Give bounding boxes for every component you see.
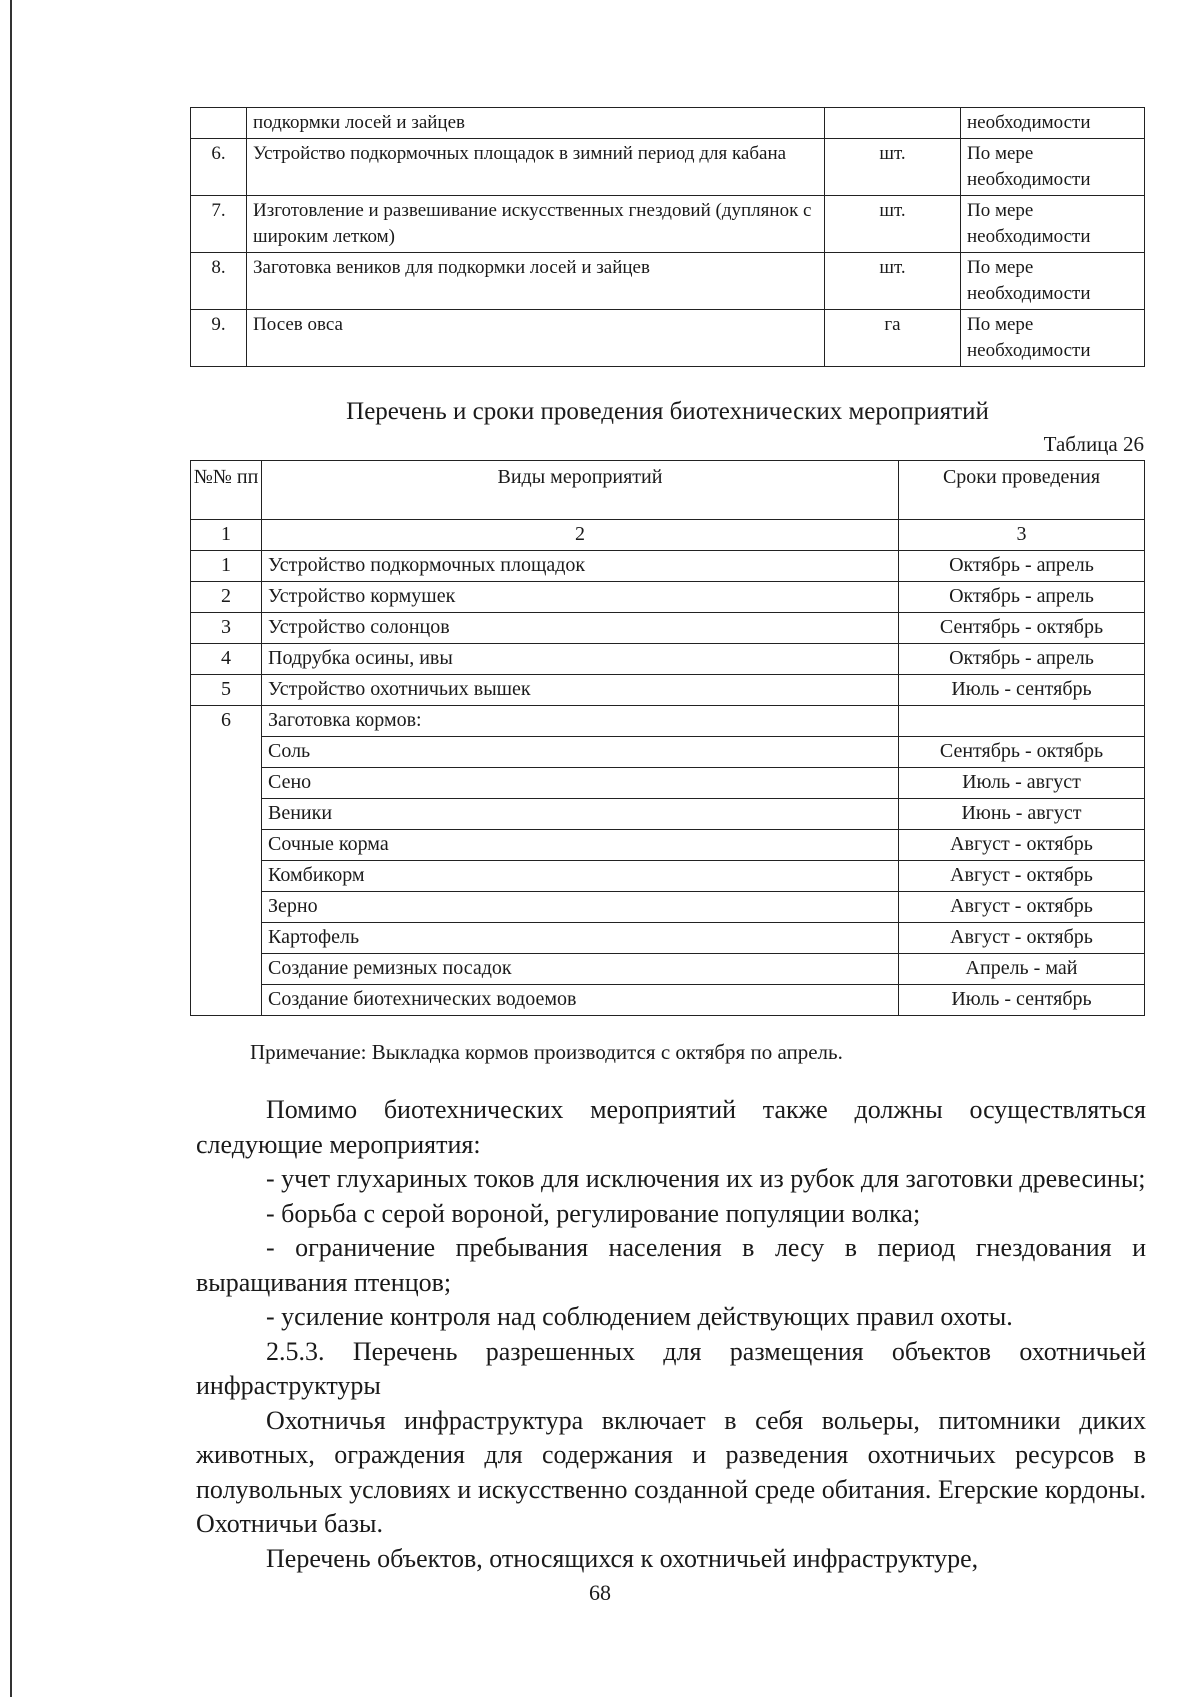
row-timing: Октябрь - апрель xyxy=(899,582,1145,613)
table-row xyxy=(191,139,1145,196)
row-number: 5 xyxy=(191,675,262,706)
row-number xyxy=(191,108,247,139)
table-row xyxy=(191,310,1145,367)
table-row xyxy=(191,551,1145,582)
row-timing xyxy=(899,706,1145,737)
row-timing: Август - октябрь xyxy=(899,892,1145,923)
table-row xyxy=(191,108,1145,139)
group-title: Заготовка кормов: xyxy=(262,706,899,737)
row-timing: Август - октябрь xyxy=(899,923,1145,954)
row-timing: Сентябрь - октябрь xyxy=(899,613,1145,644)
column-index-row xyxy=(191,520,1145,551)
row-description: подкормки лосей и зайцев xyxy=(247,108,825,139)
row-activity: Устройство охотничьих вышек xyxy=(262,675,899,706)
row-unit: шт. xyxy=(825,253,961,310)
row-timing: По мере необходимости xyxy=(961,139,1145,196)
paragraph: Перечень объектов, относящихся к охотничьей инфраструктуре, xyxy=(266,1543,979,1573)
row-activity: Комбикорм xyxy=(262,861,899,892)
row-description: Изготовление и развешивание искусственных гнездовий (дуплянок с широким летком) xyxy=(247,196,825,253)
row-description: Устройство подкормочных площадок в зимний период для кабана xyxy=(247,139,825,196)
page-number: 68 xyxy=(589,1580,611,1605)
row-timing: По мере необходимости xyxy=(961,253,1145,310)
row-activity: Создание ремизных посадок xyxy=(262,954,899,985)
row-timing: Июнь - август xyxy=(899,799,1145,830)
row-number: 1 xyxy=(191,551,262,582)
table-row xyxy=(191,613,1145,644)
row-activity: Зерно xyxy=(262,892,899,923)
header-number: №№ пп xyxy=(191,461,262,520)
header-timing: Сроки проведения xyxy=(899,461,1145,520)
row-activity: Соль xyxy=(262,737,899,768)
row-unit: га xyxy=(825,310,961,367)
row-activity: Устройство кормушек xyxy=(262,582,899,613)
row-number: 6. xyxy=(191,139,247,196)
table-note: Примечание: Выкладка кормов производится с октября по апрель. xyxy=(250,1040,843,1064)
paragraph: - усиление контроля над соблюдением действующих правил охоты. xyxy=(266,1302,1013,1331)
table-number: Таблица 26 xyxy=(1043,432,1144,456)
row-description: Заготовка веников для подкормки лосей и зайцев xyxy=(247,253,825,310)
row-number: 4 xyxy=(191,644,262,675)
table-row-group xyxy=(191,706,1145,737)
table-row xyxy=(191,892,1145,923)
column-index: 1 xyxy=(191,520,262,551)
row-timing: Август - октябрь xyxy=(899,830,1145,861)
table-row xyxy=(191,582,1145,613)
table-header-row xyxy=(191,461,1145,520)
row-timing: Сентябрь - октябрь xyxy=(899,737,1145,768)
row-number: 2 xyxy=(191,582,262,613)
row-timing: Октябрь - апрель xyxy=(899,644,1145,675)
row-activity: Веники xyxy=(262,799,899,830)
row-number: 7. xyxy=(191,196,247,253)
row-activity: Подрубка осины, ивы xyxy=(262,644,899,675)
paragraph: - борьба с серой вороной, регулирование популяции волка; xyxy=(266,1198,921,1228)
table-row xyxy=(191,861,1145,892)
row-timing: По мере необходимости xyxy=(961,196,1145,253)
paragraph: - учет глухариных токов для исключения их из рубок для заготовки древесины; xyxy=(266,1164,1146,1193)
row-timing: Апрель - май xyxy=(899,954,1145,985)
table-previous-continuation xyxy=(190,107,1145,367)
table-row xyxy=(191,954,1145,985)
table-row xyxy=(191,737,1145,768)
row-number: 3 xyxy=(191,613,262,644)
row-activity: Картофель xyxy=(262,923,899,954)
row-activity: Сено xyxy=(262,768,899,799)
column-index: 2 xyxy=(262,520,899,551)
header-activity: Виды мероприятий xyxy=(262,461,899,520)
table-row xyxy=(191,644,1145,675)
table-26 xyxy=(190,460,1145,1016)
section-heading: 2.5.3. Перечень разрешенных для размещения объектов охотничьей инфраструктуры xyxy=(196,1336,1146,1400)
row-timing: необходимости xyxy=(961,108,1145,139)
row-activity: Сочные корма xyxy=(262,830,899,861)
body-text xyxy=(196,1093,1146,1576)
table-caption: Перечень и сроки проведения биотехнических мероприятий xyxy=(346,398,989,425)
table-row xyxy=(191,830,1145,861)
paragraph: - ограничение пребывания населения в лесу в период гнездования и выращивания птенцов; xyxy=(196,1233,1146,1297)
row-timing: Август - октябрь xyxy=(899,861,1145,892)
row-activity: Устройство подкормочных площадок xyxy=(262,551,899,582)
row-number: 8. xyxy=(191,253,247,310)
row-number: 9. xyxy=(191,310,247,367)
paragraph: Охотничья инфраструктура включает в себя вольеры, питомники диких животных, ограждения для содержания и разведения охотничьих ресурсов в полувольных условиях и искусственно созданной среде обитания. Егерские кордоны. Охотничьи базы. xyxy=(196,1405,1146,1538)
table-row xyxy=(191,923,1145,954)
table-row xyxy=(191,985,1145,1016)
row-description: Посев овса xyxy=(247,310,825,367)
row-number: 6 xyxy=(191,706,262,1016)
row-timing: Июль - сентябрь xyxy=(899,675,1145,706)
table-row xyxy=(191,196,1145,253)
row-timing: Июль - сентябрь xyxy=(899,985,1145,1016)
row-timing: Октябрь - апрель xyxy=(899,551,1145,582)
paragraph: Помимо биотехнических мероприятий также должны осуществляться следующие мероприятия: xyxy=(196,1095,1146,1159)
table-row xyxy=(191,253,1145,310)
row-activity: Устройство солонцов xyxy=(262,613,899,644)
table-row xyxy=(191,768,1145,799)
row-activity: Создание биотехнических водоемов xyxy=(262,985,899,1016)
row-unit: шт. xyxy=(825,196,961,253)
table-row xyxy=(191,675,1145,706)
row-timing: По мере необходимости xyxy=(961,310,1145,367)
row-timing: Июль - август xyxy=(899,768,1145,799)
table-row xyxy=(191,799,1145,830)
row-unit: шт. xyxy=(825,139,961,196)
column-index: 3 xyxy=(899,520,1145,551)
row-unit xyxy=(825,108,961,139)
